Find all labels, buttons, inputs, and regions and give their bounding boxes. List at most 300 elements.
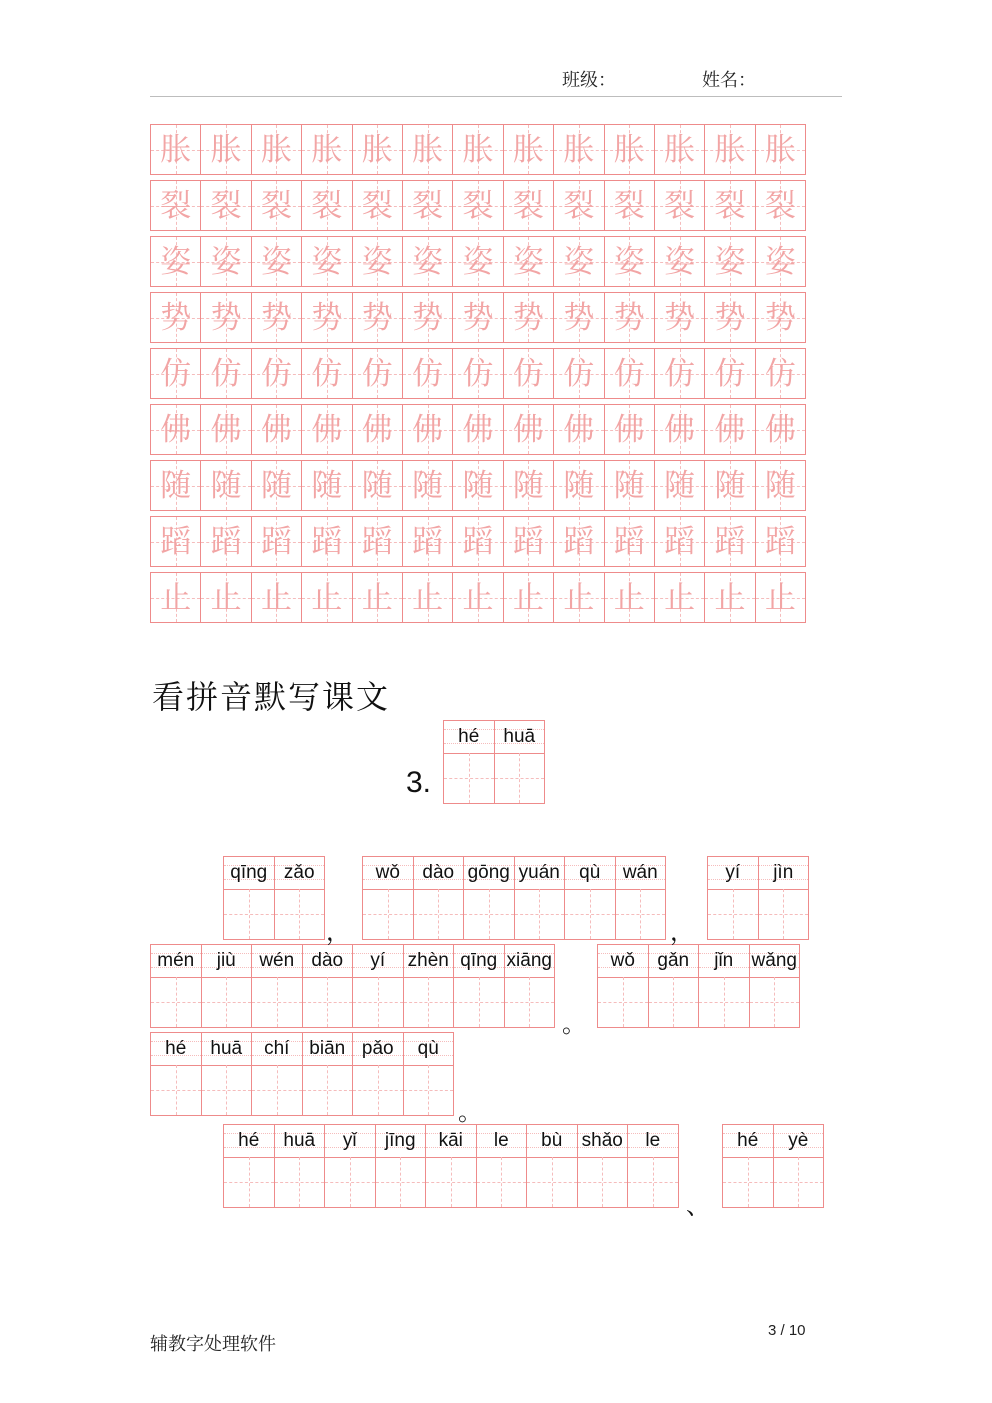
practice-cell (200, 516, 251, 567)
practice-char: 姿 (563, 244, 595, 280)
practice-row (150, 180, 805, 231)
pinyin-cell (251, 944, 303, 1028)
practice-cell (604, 404, 655, 455)
pinyin-group-5 (597, 944, 799, 1028)
pinyin-cell (443, 720, 495, 804)
practice-char: 势 (412, 300, 444, 336)
practice-char: 仿 (512, 356, 544, 392)
pinyin-text: yí (725, 862, 741, 883)
practice-cell (704, 572, 755, 623)
practice-char: 胀 (412, 132, 444, 168)
practice-char: 裂 (462, 188, 494, 224)
writing-box[interactable] (774, 1157, 824, 1207)
class-label: 班级： (562, 70, 616, 91)
pinyin-text: biān (309, 1038, 346, 1059)
practice-char: 势 (361, 300, 393, 336)
practice-cell (452, 236, 503, 287)
practice-cell (150, 236, 201, 287)
practice-char: 蹈 (311, 524, 343, 560)
writing-box[interactable] (303, 1065, 353, 1115)
practice-cell (503, 236, 554, 287)
practice-cell (503, 516, 554, 567)
pinyin-text: kāi (438, 1130, 463, 1151)
pinyin-cell (463, 856, 515, 940)
practice-cell (452, 180, 503, 231)
practice-cell (301, 404, 352, 455)
pinyin-band (363, 857, 413, 890)
pinyin-cell (526, 1124, 578, 1208)
pinyin-text: qù (417, 1038, 439, 1059)
pinyin-text: jǐn (714, 950, 734, 971)
pinyin-text: pǎo (361, 1038, 394, 1059)
practice-char: 佛 (563, 412, 595, 448)
practice-char: 姿 (764, 244, 796, 280)
pinyin-text: yǐ (342, 1130, 357, 1151)
pinyin-cell (698, 944, 750, 1028)
pinyin-cell (476, 1124, 528, 1208)
period-1: 。 (562, 1010, 586, 1038)
pinyin-band (527, 1125, 577, 1158)
practice-cell (704, 516, 755, 567)
practice-cell (402, 348, 453, 399)
writing-box[interactable] (515, 889, 565, 939)
practice-cell (452, 348, 503, 399)
practice-char: 佛 (361, 412, 393, 448)
pinyin-band (565, 857, 615, 890)
practice-cell (402, 124, 453, 175)
pinyin-text: huā (210, 1038, 243, 1059)
practice-char: 胀 (462, 132, 494, 168)
writing-box[interactable] (224, 1157, 274, 1207)
writing-box[interactable] (252, 977, 302, 1027)
practice-cell (654, 404, 705, 455)
pinyin-cell (274, 856, 326, 940)
practice-char: 裂 (664, 188, 696, 224)
pinyin-band (303, 945, 353, 978)
practice-cell (402, 236, 453, 287)
practice-char: 势 (613, 300, 645, 336)
pause-mark: 、 (686, 1192, 710, 1220)
practice-cell (251, 516, 302, 567)
practice-char: 姿 (714, 244, 746, 280)
question-number: 3. (406, 766, 432, 799)
practice-char: 佛 (462, 412, 494, 448)
practice-cell (402, 516, 453, 567)
writing-box[interactable] (202, 977, 252, 1027)
practice-char: 姿 (512, 244, 544, 280)
practice-char: 势 (462, 300, 494, 336)
practice-char: 佛 (412, 412, 444, 448)
writing-box[interactable] (353, 977, 403, 1027)
pinyin-cell (773, 1124, 825, 1208)
practice-char: 胀 (664, 132, 696, 168)
practice-cell (200, 124, 251, 175)
practice-char: 佛 (512, 412, 544, 448)
pinyin-band (151, 945, 201, 978)
pinyin-band (578, 1125, 628, 1158)
writing-box[interactable] (444, 753, 494, 803)
practice-char: 裂 (160, 188, 192, 224)
pinyin-cell (413, 856, 465, 940)
practice-char: 姿 (210, 244, 242, 280)
writing-box[interactable] (699, 977, 749, 1027)
practice-cell (150, 292, 201, 343)
practice-cell (503, 124, 554, 175)
practice-char: 仿 (613, 356, 645, 392)
practice-char: 止 (764, 580, 796, 616)
practice-cell (301, 124, 352, 175)
practice-char: 蹈 (210, 524, 242, 560)
pinyin-band (353, 1033, 403, 1066)
pinyin-text: qīng (460, 950, 498, 971)
pinyin-band (252, 1033, 302, 1066)
practice-row (150, 236, 805, 287)
pinyin-text: wǒ (375, 862, 400, 883)
pinyin-cell (494, 720, 546, 804)
practice-char: 随 (512, 468, 544, 504)
practice-cell (200, 348, 251, 399)
practice-char: 随 (613, 468, 645, 504)
practice-cell (452, 572, 503, 623)
pinyin-band (477, 1125, 527, 1158)
writing-box[interactable] (414, 889, 464, 939)
pinyin-text: le (645, 1130, 661, 1151)
pinyin-cell (707, 856, 759, 940)
practice-char: 佛 (311, 412, 343, 448)
practice-cell (604, 292, 655, 343)
practice-char: 裂 (613, 188, 645, 224)
practice-char: 仿 (714, 356, 746, 392)
pinyin-cell (749, 944, 801, 1028)
practice-char: 止 (563, 580, 595, 616)
practice-char: 裂 (311, 188, 343, 224)
practice-cell (553, 180, 604, 231)
practice-char: 止 (311, 580, 343, 616)
pinyin-cell (352, 944, 404, 1028)
practice-char: 佛 (210, 412, 242, 448)
practice-char: 随 (361, 468, 393, 504)
pinyin-cell (302, 944, 354, 1028)
pinyin-text: jiù (216, 950, 236, 971)
pinyin-band (759, 857, 809, 890)
pinyin-band (708, 857, 758, 890)
practice-char: 仿 (664, 356, 696, 392)
pinyin-text: xiāng (506, 950, 552, 971)
pinyin-text: yí (370, 950, 386, 971)
practice-cell (251, 460, 302, 511)
writing-box[interactable] (578, 1157, 628, 1207)
practice-char: 蹈 (260, 524, 292, 560)
practice-cell (755, 348, 806, 399)
practice-char: 势 (160, 300, 192, 336)
practice-char: 止 (260, 580, 292, 616)
practice-char: 裂 (512, 188, 544, 224)
practice-char: 裂 (412, 188, 444, 224)
writing-box[interactable] (252, 1065, 302, 1115)
writing-box[interactable] (495, 753, 545, 803)
pinyin-text: hé (458, 726, 480, 747)
writing-box[interactable] (723, 1157, 773, 1207)
writing-box[interactable] (565, 889, 615, 939)
pinyin-text: dào (311, 950, 344, 971)
pinyin-cell (324, 1124, 376, 1208)
practice-cell (150, 404, 201, 455)
practice-char: 裂 (714, 188, 746, 224)
practice-cell (150, 348, 201, 399)
practice-cell (654, 572, 705, 623)
pinyin-group-7 (223, 1124, 678, 1208)
pinyin-cell (274, 1124, 326, 1208)
practice-cell (604, 124, 655, 175)
writing-box[interactable] (628, 1157, 678, 1207)
pinyin-band (444, 721, 494, 754)
practice-char: 仿 (311, 356, 343, 392)
practice-cell (301, 460, 352, 511)
writing-box[interactable] (363, 889, 413, 939)
writing-box[interactable] (426, 1157, 476, 1207)
practice-char: 蹈 (563, 524, 595, 560)
practice-cell (553, 348, 604, 399)
practice-cell (352, 516, 403, 567)
practice-cell (452, 404, 503, 455)
practice-char: 胀 (714, 132, 746, 168)
pinyin-text: wǒ (610, 950, 635, 971)
pinyin-text: jīng (384, 1130, 416, 1151)
pinyin-text: hé (238, 1130, 260, 1151)
practice-char: 裂 (764, 188, 796, 224)
practice-char: 姿 (462, 244, 494, 280)
practice-char: 仿 (563, 356, 595, 392)
writing-box[interactable] (750, 977, 800, 1027)
pinyin-band (616, 857, 666, 890)
writing-box[interactable] (527, 1157, 577, 1207)
pinyin-text: huā (503, 726, 536, 747)
writing-box[interactable] (404, 1065, 454, 1115)
practice-char: 姿 (361, 244, 393, 280)
practice-char: 蹈 (512, 524, 544, 560)
pinyin-cell (514, 856, 566, 940)
writing-box[interactable] (353, 1065, 403, 1115)
pinyin-cell (403, 944, 455, 1028)
practice-cell (200, 404, 251, 455)
practice-char: 蹈 (664, 524, 696, 560)
practice-char: 胀 (764, 132, 796, 168)
practice-cell (604, 180, 655, 231)
pinyin-band (404, 1033, 454, 1066)
practice-cell (352, 292, 403, 343)
pinyin-band (454, 945, 504, 978)
pinyin-band (303, 1033, 353, 1066)
practice-char: 胀 (260, 132, 292, 168)
practice-char: 势 (764, 300, 796, 336)
practice-cell (402, 572, 453, 623)
section-title: 看拼音默写课文 (152, 678, 391, 716)
practice-char: 仿 (260, 356, 292, 392)
practice-cell (654, 124, 705, 175)
footer-software: 辅教字处理软件 (150, 1334, 276, 1355)
practice-cell (150, 460, 201, 511)
practice-cell (755, 572, 806, 623)
pinyin-band (404, 945, 454, 978)
pinyin-cell (150, 944, 202, 1028)
pinyin-cell (615, 856, 667, 940)
writing-box[interactable] (708, 889, 758, 939)
writing-box[interactable] (404, 977, 454, 1027)
practice-char: 止 (160, 580, 192, 616)
practice-cell (402, 404, 453, 455)
pinyin-band (325, 1125, 375, 1158)
practice-char: 止 (613, 580, 645, 616)
practice-cell (604, 236, 655, 287)
practice-char: 随 (563, 468, 595, 504)
practice-char: 势 (563, 300, 595, 336)
practice-cell (553, 516, 604, 567)
pinyin-band (151, 1033, 201, 1066)
practice-row (150, 292, 805, 343)
practice-cell (251, 180, 302, 231)
pinyin-band (464, 857, 514, 890)
pinyin-cell (223, 856, 275, 940)
practice-char: 势 (210, 300, 242, 336)
writing-box[interactable] (376, 1157, 426, 1207)
pinyin-text: gǎn (657, 950, 690, 971)
practice-cell (503, 348, 554, 399)
practice-char: 佛 (160, 412, 192, 448)
practice-cell (553, 404, 604, 455)
writing-box[interactable] (325, 1157, 375, 1207)
practice-char: 佛 (613, 412, 645, 448)
pinyin-text: huā (283, 1130, 316, 1151)
practice-cell (301, 516, 352, 567)
writing-box[interactable] (454, 977, 504, 1027)
writing-box[interactable] (151, 977, 201, 1027)
pinyin-text: qīng (230, 862, 268, 883)
practice-cell (553, 236, 604, 287)
writing-box[interactable] (598, 977, 648, 1027)
practice-cell (755, 124, 806, 175)
pinyin-text: wán (622, 862, 658, 883)
writing-box[interactable] (275, 1157, 325, 1207)
practice-cell (755, 180, 806, 231)
pinyin-cell (362, 856, 414, 940)
practice-cell (503, 180, 554, 231)
practice-char: 仿 (764, 356, 796, 392)
practice-cell (452, 516, 503, 567)
writing-box[interactable] (616, 889, 666, 939)
practice-char: 裂 (210, 188, 242, 224)
writing-box[interactable] (649, 977, 699, 1027)
writing-box[interactable] (759, 889, 809, 939)
pinyin-band (699, 945, 749, 978)
practice-cell (150, 572, 201, 623)
practice-cell (150, 180, 201, 231)
practice-cell (352, 236, 403, 287)
pinyin-band (353, 945, 403, 978)
practice-char: 蹈 (361, 524, 393, 560)
pinyin-band (495, 721, 545, 754)
practice-cell (503, 404, 554, 455)
pinyin-group-2 (362, 856, 665, 940)
practice-cell (654, 516, 705, 567)
practice-char: 随 (664, 468, 696, 504)
writing-box[interactable] (151, 1065, 201, 1115)
pinyin-cell (223, 1124, 275, 1208)
pinyin-band (628, 1125, 678, 1158)
pinyin-text: gōng (467, 862, 510, 883)
pinyin-band (275, 857, 325, 890)
practice-char: 蹈 (714, 524, 746, 560)
pinyin-cell (425, 1124, 477, 1208)
practice-cell (755, 236, 806, 287)
pinyin-cell (150, 1032, 202, 1116)
practice-char: 随 (160, 468, 192, 504)
practice-char: 止 (412, 580, 444, 616)
practice-char: 蹈 (613, 524, 645, 560)
practice-cell (352, 404, 403, 455)
practice-char: 止 (512, 580, 544, 616)
practice-cell (553, 292, 604, 343)
writing-box[interactable] (505, 977, 555, 1027)
pinyin-band (723, 1125, 773, 1158)
pinyin-band (774, 1125, 824, 1158)
practice-cell (654, 180, 705, 231)
practice-char: 仿 (361, 356, 393, 392)
practice-cell (604, 572, 655, 623)
practice-cell (402, 180, 453, 231)
practice-cell (251, 404, 302, 455)
practice-char: 仿 (412, 356, 444, 392)
practice-char: 随 (260, 468, 292, 504)
practice-char: 蹈 (160, 524, 192, 560)
practice-cell (503, 460, 554, 511)
pinyin-band (224, 857, 274, 890)
pinyin-band (750, 945, 800, 978)
writing-box[interactable] (464, 889, 514, 939)
pinyin-group-1 (223, 856, 324, 940)
pinyin-text: hé (165, 1038, 187, 1059)
practice-char: 蹈 (764, 524, 796, 560)
practice-char: 势 (260, 300, 292, 336)
writing-box[interactable] (224, 889, 274, 939)
writing-box[interactable] (303, 977, 353, 1027)
practice-cell (402, 292, 453, 343)
practice-char: 裂 (260, 188, 292, 224)
practice-char: 随 (764, 468, 796, 504)
writing-box[interactable] (202, 1065, 252, 1115)
pinyin-text: qù (579, 862, 601, 883)
practice-char: 仿 (160, 356, 192, 392)
practice-cell (654, 292, 705, 343)
practice-cell (654, 236, 705, 287)
practice-cell (452, 124, 503, 175)
header-divider (150, 96, 842, 97)
practice-char: 势 (714, 300, 746, 336)
pinyin-band (598, 945, 648, 978)
pinyin-group-6 (150, 1032, 453, 1116)
pinyin-cell (403, 1032, 455, 1116)
writing-box[interactable] (477, 1157, 527, 1207)
practice-char: 胀 (512, 132, 544, 168)
practice-cell (553, 460, 604, 511)
practice-cell (251, 348, 302, 399)
practice-cell (200, 460, 251, 511)
writing-box[interactable] (275, 889, 325, 939)
practice-cell (704, 348, 755, 399)
practice-cell (604, 516, 655, 567)
practice-cell (251, 292, 302, 343)
practice-cell (654, 460, 705, 511)
practice-cell (150, 124, 201, 175)
